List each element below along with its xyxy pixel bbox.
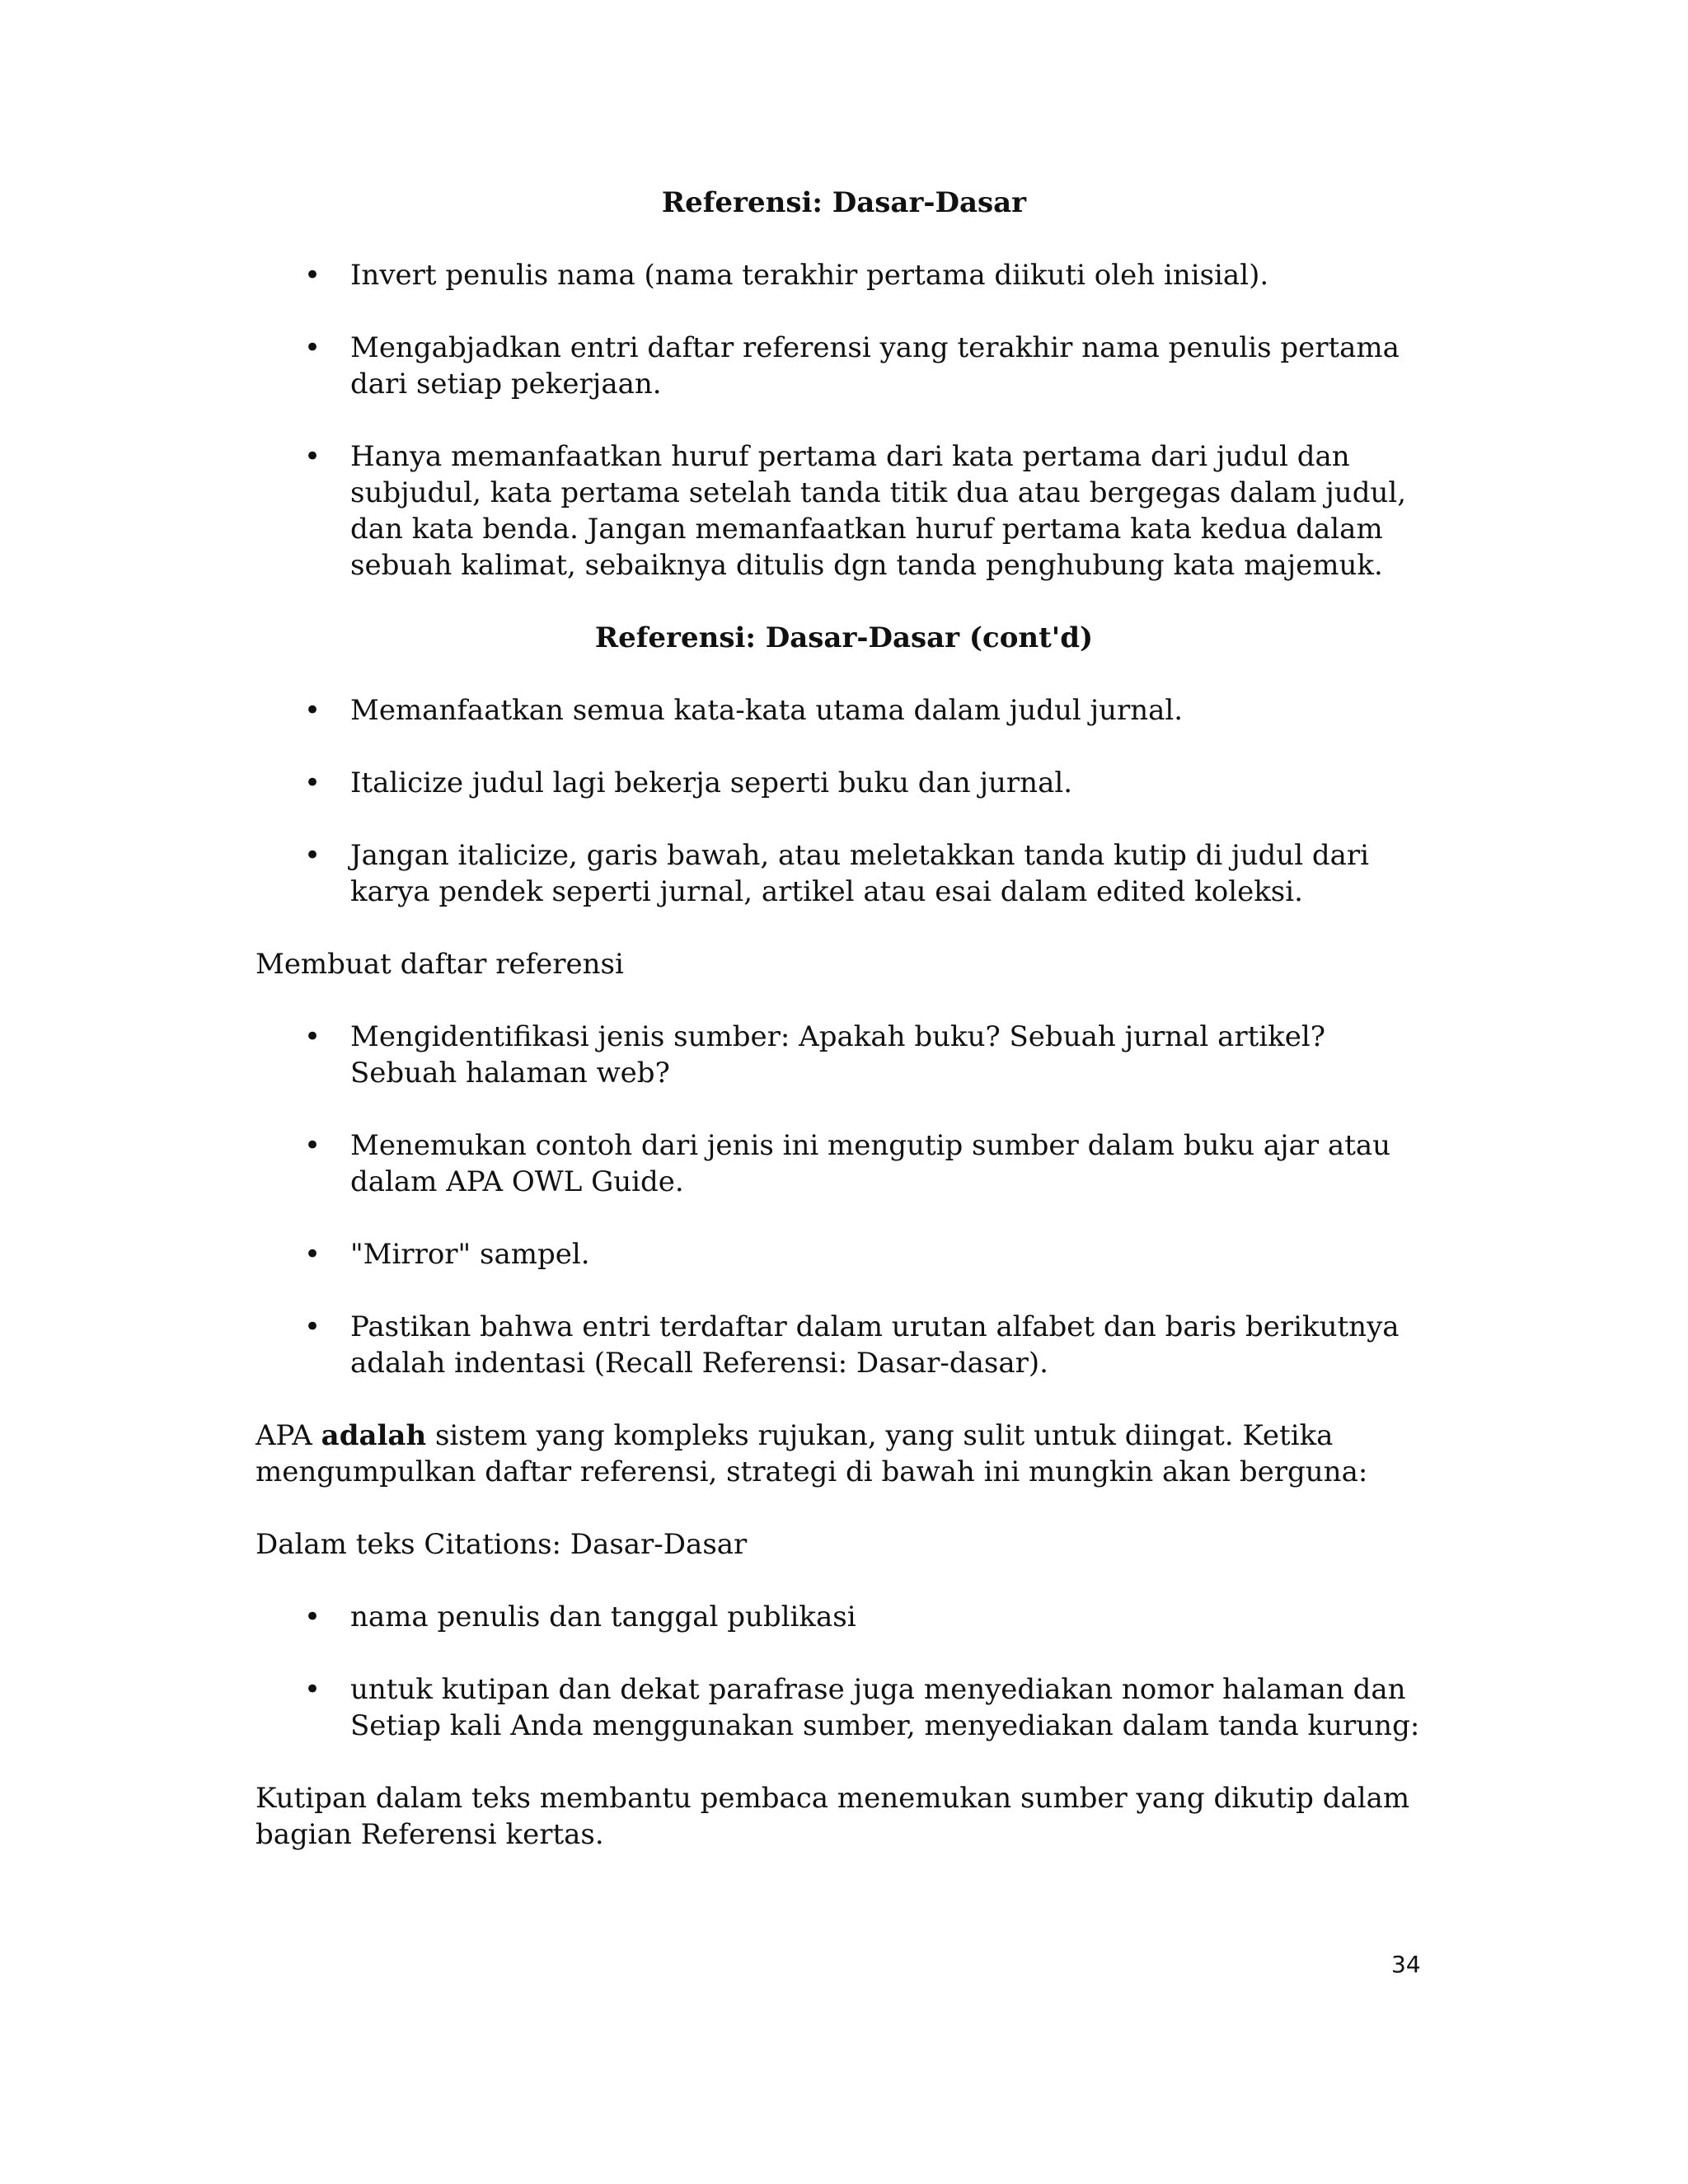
list-item-text: untuk kutipan dan dekat parafrase juga menyediakan nomor halaman dan Setiap kali Anda menggunakan sumber, menyediakan dalam tanda kurung:	[350, 1673, 1420, 1742]
bullet-icon: •	[304, 440, 321, 473]
bullet-icon: •	[304, 766, 321, 799]
bullet-icon: •	[304, 259, 321, 292]
list-item	[301, 837, 1438, 910]
list-item-text: "Mirror" sampel.	[350, 1238, 590, 1271]
list-item	[301, 1127, 1438, 1200]
paragraph-dalam-teks: Dalam teks Citations: Dasar-Dasar	[256, 1528, 748, 1561]
list-membuat-daftar	[301, 1019, 1438, 1381]
page-number: 34	[1391, 1951, 1421, 1978]
list-item	[301, 692, 1438, 729]
list-item-text: nama penulis dan tanggal publikasi	[350, 1601, 856, 1633]
list-dalam-teks	[301, 1599, 1438, 1744]
list-item	[301, 1599, 1438, 1635]
list-item-text: Italicize judul lagi bekerja seperti buku dan jurnal.	[350, 766, 1073, 799]
list-item-text: Mengabjadkan entri daftar referensi yang terakhir nama penulis pertama dari setiap pekerjaan.	[350, 331, 1400, 401]
list-item	[301, 257, 1438, 293]
bullet-icon: •	[304, 694, 321, 727]
bullet-icon: •	[304, 1310, 321, 1343]
list-item-text: Invert penulis nama (nama terakhir pertama diikuti oleh inisial).	[350, 259, 1269, 292]
bullet-icon: •	[304, 839, 321, 872]
list-item-text: Mengidentifikasi jenis sumber: Apakah buku? Sebuah jurnal artikel? Sebuah halaman web?	[350, 1020, 1325, 1090]
paragraph-apa-prefix: APA	[256, 1419, 321, 1452]
paragraph-apa-suffix: sistem yang kompleks rujukan, yang sulit untuk diingat. Ketika mengumpulkan daftar referensi, strategi di bawah ini mungkin akan berguna:	[256, 1419, 1368, 1488]
paragraph-apa	[256, 1418, 1459, 1490]
list-item	[301, 1671, 1438, 1744]
bullet-icon: •	[304, 1020, 321, 1053]
heading-referensi-dasar-contd: Referensi: Dasar-Dasar (cont'd)	[594, 621, 1094, 654]
paragraph-kutipan: Kutipan dalam teks membantu pembaca menemukan sumber yang dikutip dalam bagian Referensi kertas.	[256, 1782, 1410, 1851]
list-item	[301, 438, 1438, 583]
list-item-text: Menemukan contoh dari jenis ini mengutip sumber dalam buku ajar atau dalam APA OWL Guide.	[350, 1129, 1391, 1198]
list-item-text: Memanfaatkan semua kata-kata utama dalam judul jurnal.	[350, 694, 1184, 727]
bullet-icon: •	[304, 331, 321, 364]
heading-referensi-dasar: Referensi: Dasar-Dasar	[661, 186, 1027, 219]
paragraph-membuat-daftar: Membuat daftar referensi	[256, 948, 624, 981]
bullet-icon: •	[304, 1238, 321, 1271]
bullet-icon: •	[304, 1673, 321, 1706]
list-item-text: Hanya memanfaatkan huruf pertama dari kata pertama dari judul dan subjudul, kata pertama setelah tanda titik dua atau bergegas dalam judul, dan kata benda. Jangan memanfaatkan huruf pertama kata kedua dalam sebuah kalimat, sebaiknya ditulis dgn tanda penghubung kata majemuk.	[350, 440, 1407, 582]
paragraph-apa-bold: adalah	[321, 1419, 427, 1452]
list-referensi-dasar	[301, 257, 1438, 583]
list-item	[301, 1019, 1438, 1091]
bullet-icon: •	[304, 1129, 321, 1162]
bullet-icon: •	[304, 1601, 321, 1633]
list-referensi-dasar-contd	[301, 692, 1438, 910]
list-item-text: Jangan italicize, garis bawah, atau meletakkan tanda kutip di judul dari karya pendek seperti jurnal, artikel atau esai dalam edited koleksi.	[350, 839, 1370, 908]
list-item	[301, 1309, 1438, 1381]
list-item	[301, 1236, 1438, 1272]
list-item	[301, 765, 1438, 801]
list-item-text: Pastikan bahwa entri terdaftar dalam urutan alfabet dan baris berikutnya adalah indentasi (Recall Referensi: Dasar-dasar).	[350, 1310, 1400, 1380]
list-item	[301, 330, 1438, 402]
